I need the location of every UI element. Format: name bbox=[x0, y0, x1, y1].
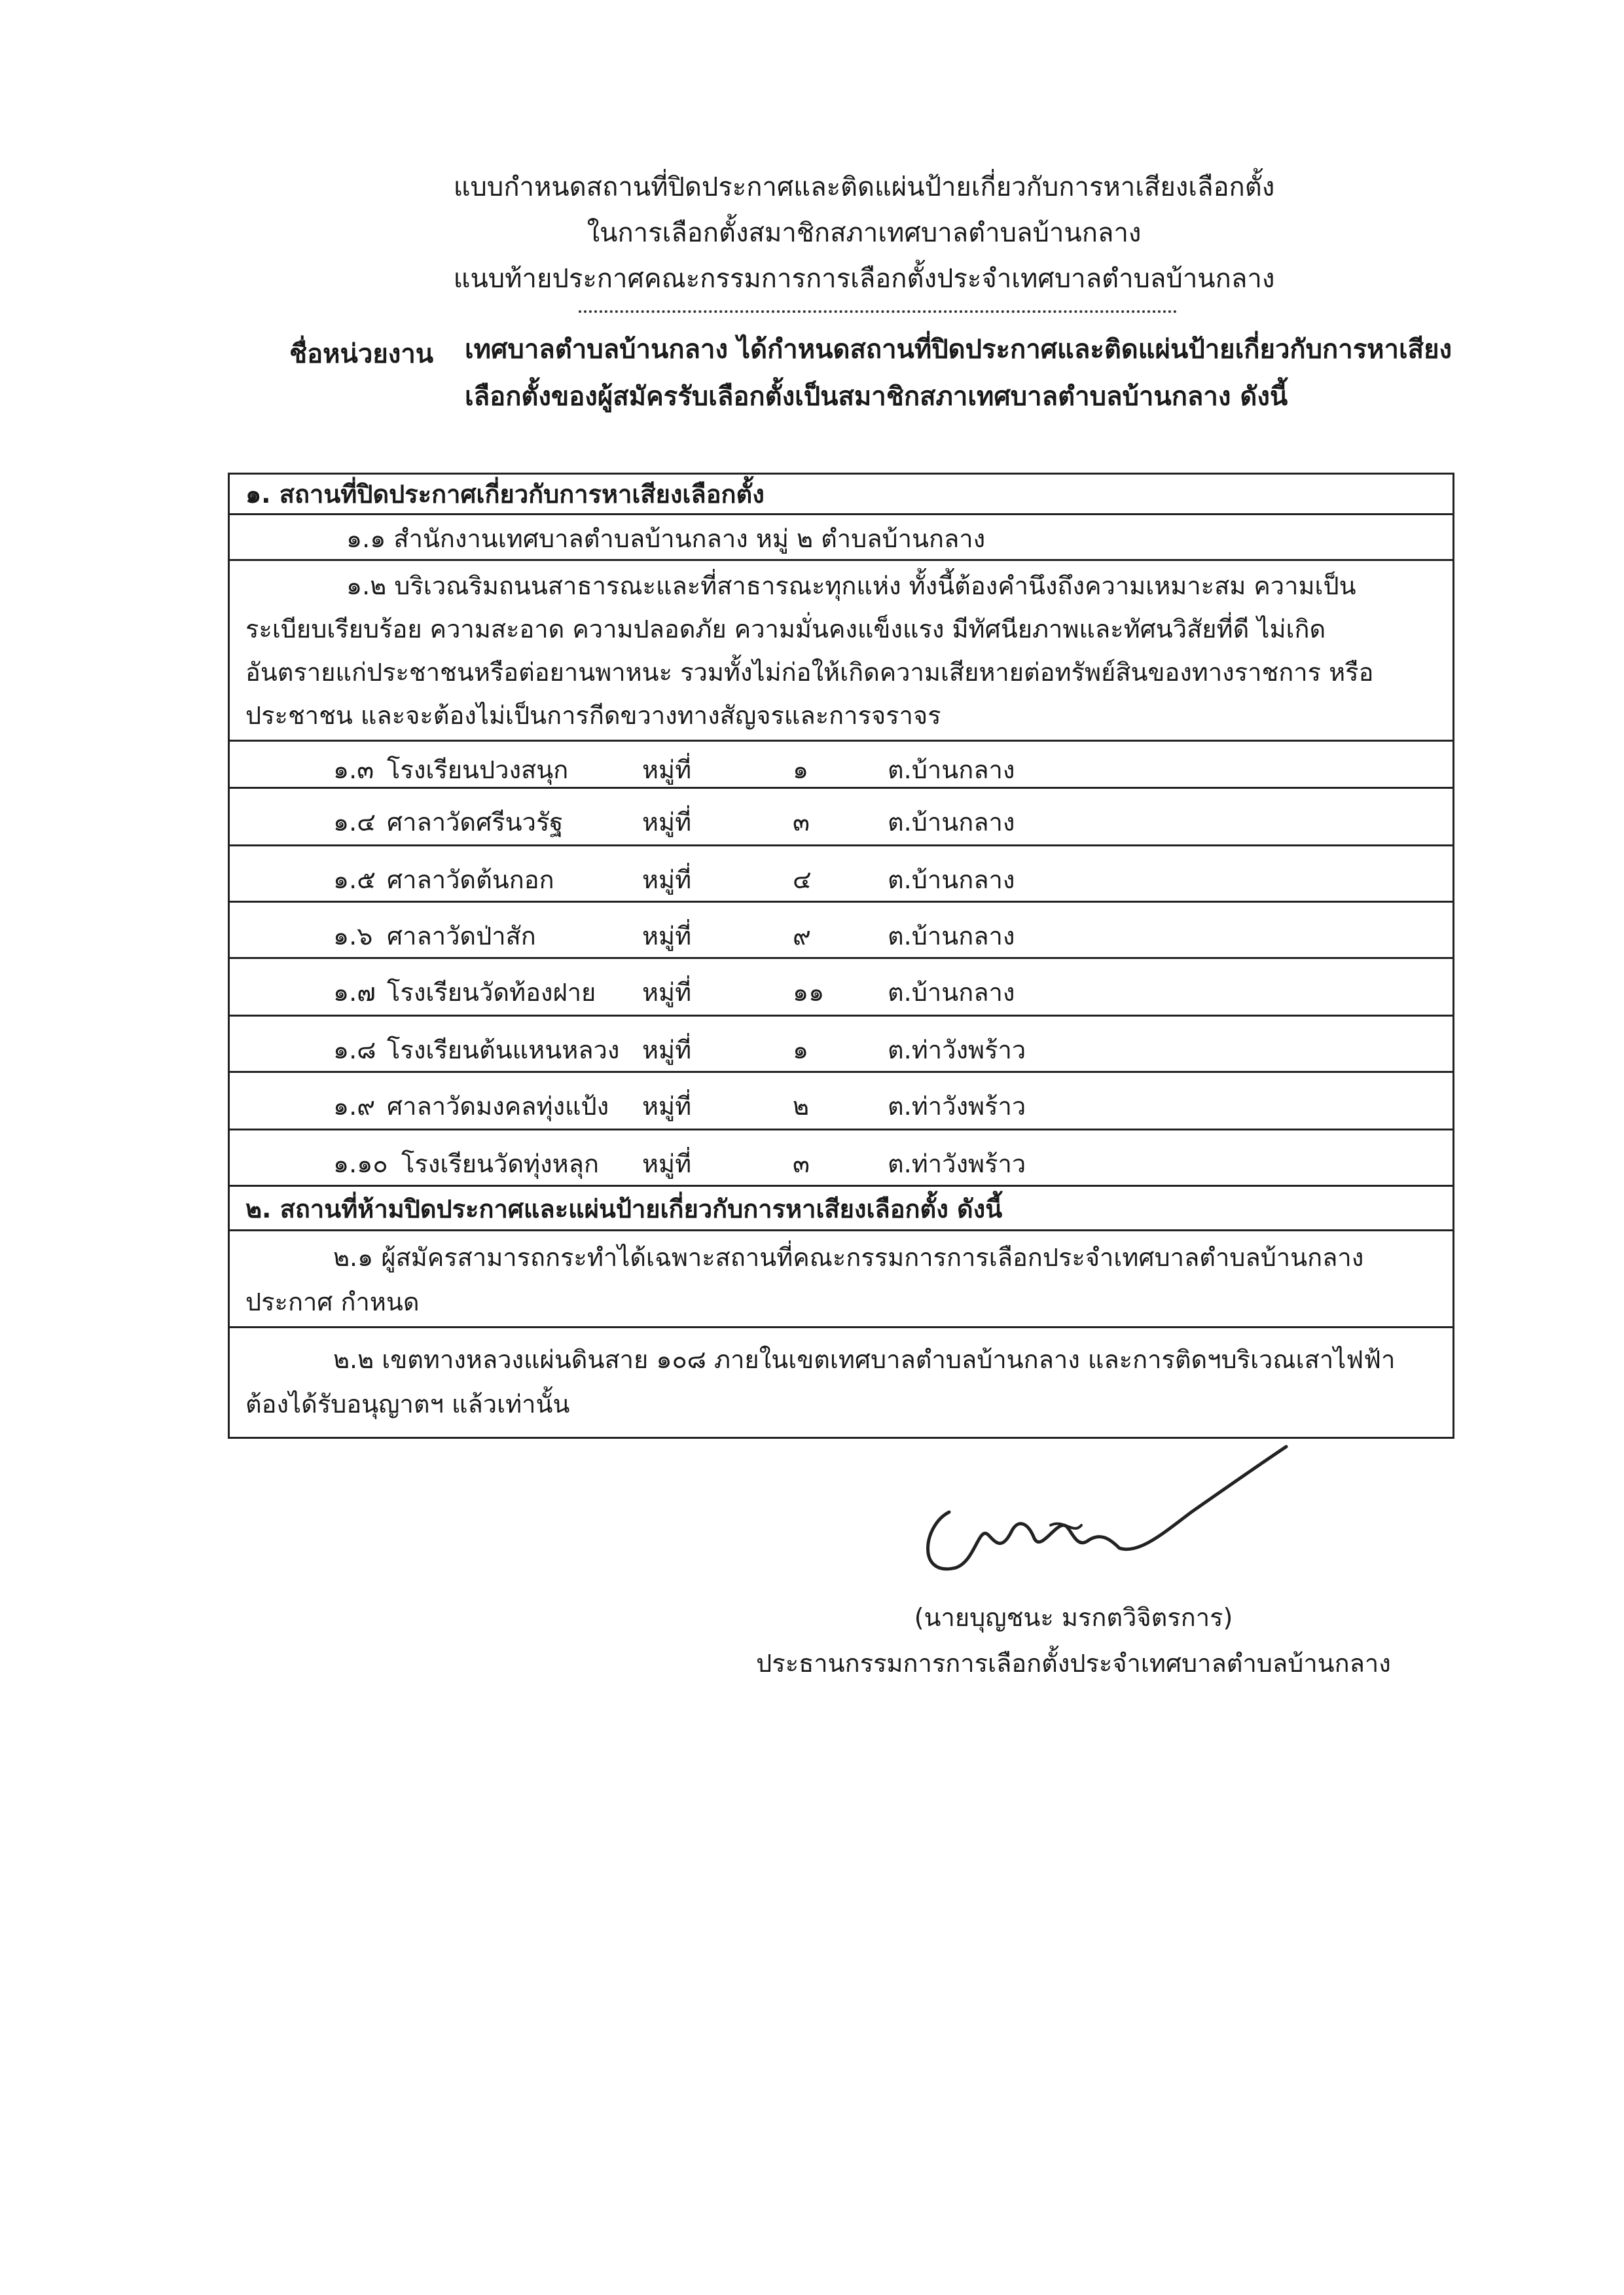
table-row bbox=[230, 959, 1453, 1017]
section2-item1-line2: ประกาศ กำหนด bbox=[245, 1288, 420, 1316]
place-name: โรงเรียนต้นแหนหลวง bbox=[387, 1036, 620, 1064]
place-number: ๑.๔ bbox=[333, 808, 376, 837]
moo-number: ๒ bbox=[793, 1092, 810, 1121]
table-row bbox=[230, 789, 1453, 846]
moo-number: ๑๑ bbox=[793, 978, 825, 1007]
place-number: ๑.๑๐ bbox=[333, 1149, 388, 1178]
table-row bbox=[230, 1231, 1453, 1328]
moo-label: หมู่ที่ bbox=[642, 1092, 692, 1121]
moo-label: หมู่ที่ bbox=[642, 1149, 692, 1178]
place-name: โรงเรียนวัดทุ่งหลุก bbox=[401, 1149, 599, 1178]
place-name: โรงเรียนปวงสนุก bbox=[387, 755, 569, 784]
tambon: ต.ท่าวังพร้าว bbox=[888, 1149, 1026, 1178]
section1-item2-line3: อันตรายแก่ประชาชนหรือต่อยานพาหนะ รวมทั้งไม่ก่อให้เกิดความเสียหายต่อทรัพย์สินของทางราชการ หรือ bbox=[245, 658, 1374, 687]
moo-number: ๓ bbox=[793, 1149, 810, 1178]
place-number: ๑.๕ bbox=[333, 865, 376, 894]
place-name: โรงเรียนวัดท้องฝาย bbox=[387, 978, 596, 1007]
tambon: ต.บ้านกลาง bbox=[888, 755, 1015, 784]
place-name: ศาลาวัดต้นกอก bbox=[387, 865, 554, 894]
unit-text-line-1: เทศบาลตำบลบ้านกลาง ได้กำหนดสถานที่ปิดประกาศและติดแผ่นป้ายเกี่ยวกับการหาเสียง bbox=[465, 334, 1453, 365]
section2-item2-line1: ๒.๒ เขตทางหลวงแผ่นดินสาย ๑๐๘ ภายในเขตเทศบาลตำบลบ้านกลาง และการติดฯบริเวณเสาไฟฟ้า bbox=[333, 1345, 1396, 1374]
place-number: ๑.๖ bbox=[333, 922, 373, 950]
unit-label: ชื่อหน่วยงาน bbox=[289, 339, 434, 369]
header-line-2: ในการเลือกตั้งสมาชิกสภาเทศบาลตำบลบ้านกลาง bbox=[586, 218, 1142, 248]
section1-item2-line2: ระเบียบเรียบร้อย ความสะอาด ความปลอดภัย ความมั่นคงแข็งแรง มีทัศนียภาพและทัศนวิสัยที่ดี ไม่เกิด bbox=[245, 615, 1326, 643]
header-divider bbox=[579, 310, 1177, 313]
section2-heading-row bbox=[230, 1187, 1453, 1231]
place-name: ศาลาวัดศรีนวรัฐ bbox=[387, 808, 564, 837]
table-row bbox=[230, 846, 1453, 903]
moo-number: ๔ bbox=[793, 865, 812, 894]
moo-label: หมู่ที่ bbox=[642, 922, 692, 950]
place-name: ศาลาวัดป่าสัก bbox=[387, 922, 536, 950]
table-row bbox=[230, 561, 1453, 742]
place-number: ๑.๙ bbox=[333, 1092, 376, 1121]
section2-item1-line1: ๒.๑ ผู้สมัครสามารถกระทำได้เฉพาะสถานที่คณะกรรมการการเลือกประจำเทศบาลตำบลบ้านกลาง bbox=[333, 1243, 1364, 1272]
section1-item1: ๑.๑ สำนักงานเทศบาลตำบลบ้านกลาง หมู่ ๒ ตำบลบ้านกลาง bbox=[346, 524, 986, 553]
handwritten-signature bbox=[903, 1427, 1309, 1578]
moo-label: หมู่ที่ bbox=[642, 865, 692, 894]
section1-item2-line4: ประชาชน และจะต้องไม่เป็นการกีดขวางทางสัญจรและการจราจร bbox=[245, 701, 941, 730]
table-row bbox=[230, 1073, 1453, 1130]
moo-number: ๑ bbox=[793, 1036, 809, 1064]
place-name: ศาลาวัดมงคลทุ่งแป้ง bbox=[387, 1092, 609, 1121]
tambon: ต.ท่าวังพร้าว bbox=[888, 1092, 1026, 1121]
tambon: ต.บ้านกลาง bbox=[888, 922, 1015, 950]
moo-label: หมู่ที่ bbox=[642, 755, 692, 784]
header-line-1: แบบกำหนดสถานที่ปิดประกาศและติดแผ่นป้ายเกี่ยวกับการหาเสียงเลือกตั้ง bbox=[453, 172, 1275, 202]
places-table bbox=[228, 473, 1454, 1439]
table-row bbox=[230, 742, 1453, 789]
table-row bbox=[230, 903, 1453, 959]
table-row bbox=[230, 1017, 1453, 1073]
moo-label: หมู่ที่ bbox=[642, 1036, 692, 1064]
tambon: ต.บ้านกลาง bbox=[888, 808, 1015, 837]
place-number: ๑.๘ bbox=[333, 1036, 376, 1064]
moo-label: หมู่ที่ bbox=[642, 808, 692, 837]
table-row bbox=[230, 1328, 1453, 1437]
moo-number: ๑ bbox=[793, 755, 809, 784]
section1-heading: ๑. สถานที่ปิดประกาศเกี่ยวกับการหาเสียงเลือกตั้ง bbox=[245, 480, 765, 509]
signatory-name: (นายบุญชนะ มรกตวิจิตรการ) bbox=[914, 1603, 1233, 1632]
section2-item2-line2: ต้องได้รับอนุญาตฯ แล้วเท่านั้น bbox=[245, 1390, 570, 1419]
tambon: ต.ท่าวังพร้าว bbox=[888, 1036, 1026, 1064]
unit-text-line-2: เลือกตั้งของผู้สมัครรับเลือกตั้งเป็นสมาชิกสภาเทศบาลตำบลบ้านกลาง ดังนี้ bbox=[465, 382, 1288, 412]
section2-heading: ๒. สถานที่ห้ามปิดประกาศและแผ่นป้ายเกี่ยวกับการหาเสียงเลือกตั้ง ดังนี้ bbox=[245, 1195, 1003, 1223]
tambon: ต.บ้านกลาง bbox=[888, 978, 1015, 1007]
table-row bbox=[230, 1130, 1453, 1187]
table-row bbox=[230, 515, 1453, 561]
place-number: ๑.๗ bbox=[333, 978, 376, 1007]
moo-label: หมู่ที่ bbox=[642, 978, 692, 1007]
moo-number: ๓ bbox=[793, 808, 810, 837]
signatory-title: ประธานกรรมการการเลือกตั้งประจำเทศบาลตำบลบ้านกลาง bbox=[756, 1649, 1391, 1678]
tambon: ต.บ้านกลาง bbox=[888, 865, 1015, 894]
header-line-3: แนบท้ายประกาศคณะกรรมการการเลือกตั้งประจำเทศบาลตำบลบ้านกลาง bbox=[453, 264, 1275, 294]
place-number: ๑.๓ bbox=[333, 755, 374, 784]
section1-heading-row bbox=[230, 475, 1453, 515]
section1-item2-line1: ๑.๒ บริเวณริมถนนสาธารณะและที่สาธารณะทุกแห่ง ทั้งนี้ต้องคำนึงถึงความเหมาะสม ความเป็น bbox=[346, 571, 1356, 600]
moo-number: ๙ bbox=[793, 922, 811, 950]
